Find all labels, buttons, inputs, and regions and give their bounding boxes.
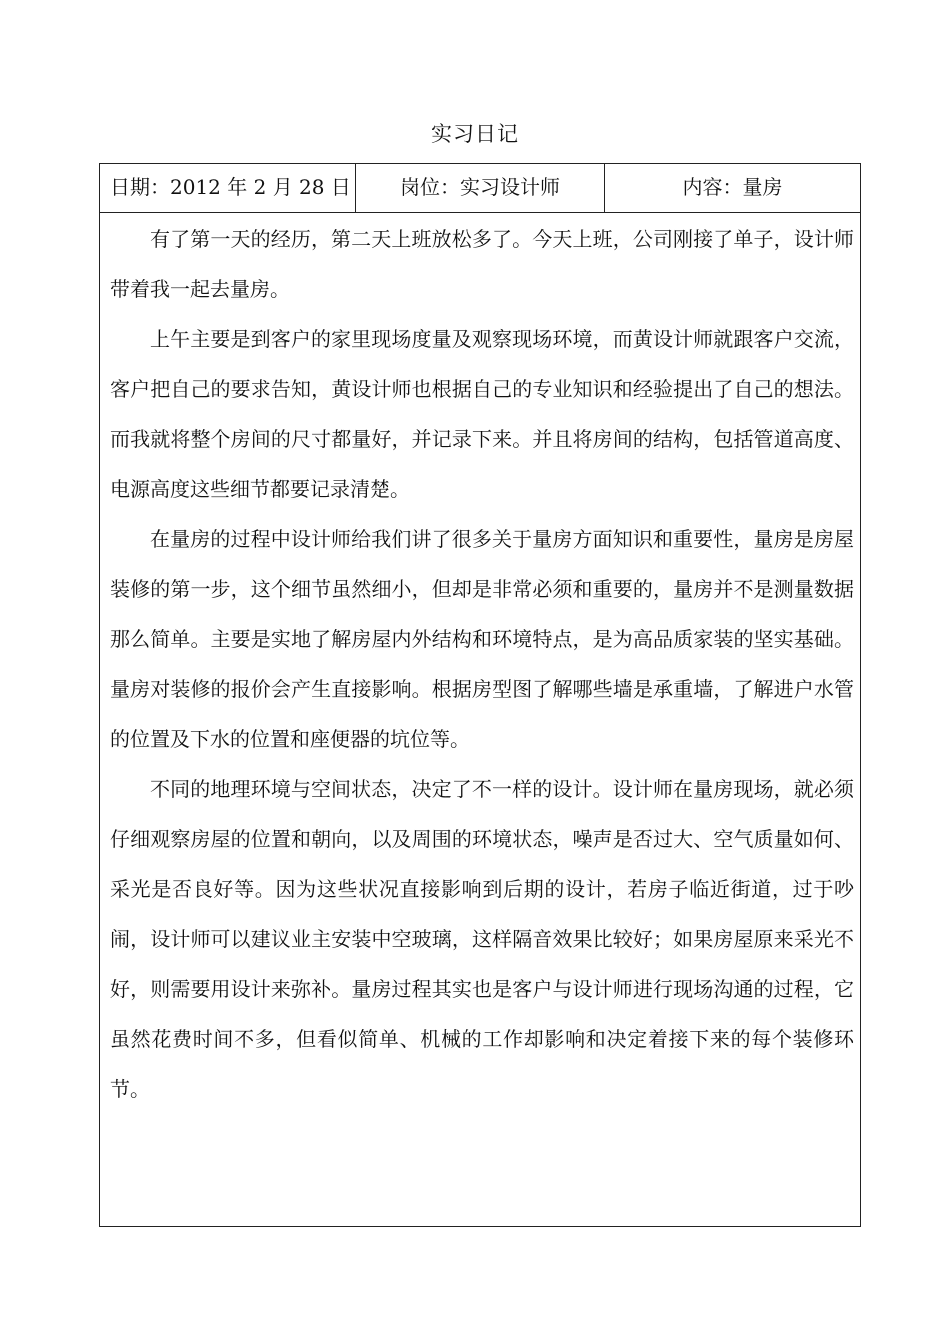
date-cell: [100, 164, 356, 212]
paragraph: 在量房的过程中设计师给我们讲了很多关于量房方面知识和重要性，量房是房屋装修的第一步，这个细节虽然细小，但却是非常必须和重要的，量房并不是测量数据那么简单。主要是实地了解房屋内外结构和环境特点，是为高品质家装的坚实基础。量房对装修的报价会产生直接影响。根据房型图了解哪些墙是承重墙，了解进户水管的位置及下水的位置和座便器的坑位等。: [110, 527, 854, 751]
post-label: 岗位：: [400, 175, 460, 199]
diary-table: [99, 163, 861, 1227]
post-value: 实习设计师: [460, 175, 560, 199]
header-row: [100, 164, 860, 213]
date-value: 2012 年 2 月 28 日: [170, 175, 351, 199]
date-label: 日期：: [110, 175, 170, 199]
paragraph: 不同的地理环境与空间状态，决定了不一样的设计。设计师在量房现场，就必须仔细观察房屋的位置和朝向，以及周围的环境状态，噪声是否过大、空气质量如何、采光是否良好等。因为这些状况直接影响到后期的设计，若房子临近街道，过于吵闹，设计师可以建议业主安装中空玻璃，这样隔音效果比较好；如果房屋原来采光不好，则需要用设计来弥补。量房过程其实也是客户与设计师进行现场沟通的过程，它虽然花费时间不多，但看似简单、机械的工作却影响和决定着接下来的每个装修环节。: [110, 777, 854, 1101]
paragraph: 上午主要是到客户的家里现场度量及观察现场环境，而黄设计师就跟客户交流，客户把自己的要求告知，黄设计师也根据自己的专业知识和经验提出了自己的想法。而我就将整个房间的尺寸都量好，并记录下来。并且将房间的结构，包括管道高度、电源高度这些细节都要记录清楚。: [110, 327, 854, 501]
content-label: 内容：: [682, 175, 743, 199]
content-value: 量房: [742, 175, 783, 199]
page-title: 实习日记: [431, 122, 519, 146]
post-cell: [356, 164, 605, 212]
content-cell: [605, 164, 860, 212]
diary-body: [110, 214, 854, 1114]
paragraph: 有了第一天的经历，第二天上班放松多了。今天上班，公司刚接了单子，设计师带着我一起去量房。: [110, 227, 854, 301]
